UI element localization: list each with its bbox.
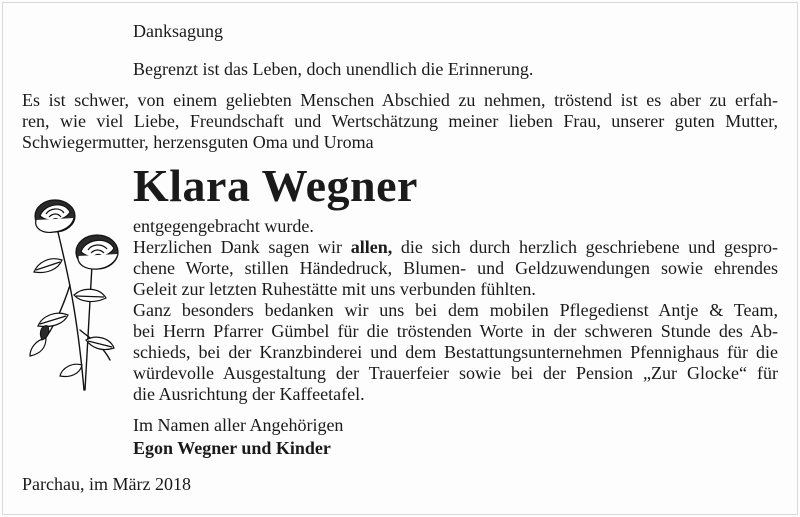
body-line: bei Herrn Pfarrer Gümbel für die tröstenden Worte in der schweren Stunde des Ab-: [133, 321, 778, 341]
body-line: entgegengebracht wurde.: [133, 216, 314, 236]
intro-paragraph: [22, 90, 778, 153]
body-line: die Ausrichtung der Kaffeetafel.: [133, 384, 365, 404]
body-line: [133, 237, 778, 258]
signature-intro: Im Namen aller Angehörigen: [133, 415, 344, 435]
intro-line: Es ist schwer, von einem geliebten Menschen Abschied zu nehmen, tröstend ist es aber zu erfah-: [22, 90, 778, 110]
lower-rose: [76, 235, 118, 269]
intro-line: Schwiegermutter, herzensguten Oma und Uroma: [22, 132, 374, 152]
body-text-segment: die sich durch herzlich geschriebene und gespro-: [392, 237, 778, 257]
notice-heading: Danksagung: [133, 21, 223, 41]
intro-line: ren, wie viel Liebe, Freundschaft und Wertschätzung meiner lieben Frau, unserer guten Mutter,: [22, 111, 778, 131]
rose-icon: [22, 190, 122, 400]
signature-names: Egon Wegner und Kinder: [133, 438, 331, 458]
body-line: chene Worte, stillen Händedruck, Blumen- und Geldzuwendungen sowie ehrendes: [133, 258, 778, 278]
upper-rose: [35, 200, 75, 232]
body-text-segment: Herzlichen Dank sagen wir: [133, 237, 351, 257]
body-line: würdevolle Ausgestaltung der Trauerfeier sowie bei der Pension „Zur Glocke“ für: [133, 363, 778, 383]
place-date: Parchau, im März 2018: [22, 474, 191, 494]
body-line: Ganz besonders bedanken wir uns bei dem mobilen Pflegedienst Antje & Team,: [133, 300, 778, 320]
body-emphasis: allen,: [350, 237, 393, 257]
deceased-name: Klara Wegner: [133, 160, 418, 211]
thanks-paragraph: [133, 216, 778, 405]
notice-motto: Begrenzt ist das Leben, doch unendlich die Erinnerung.: [133, 59, 534, 79]
body-line: Geleit zur letzten Ruhestätte mit uns verbunden fühlten.: [133, 279, 536, 299]
body-line: schieds, bei der Kranzbinderei und dem Bestattungsunternehmen Pfennighaus für die: [133, 342, 778, 362]
